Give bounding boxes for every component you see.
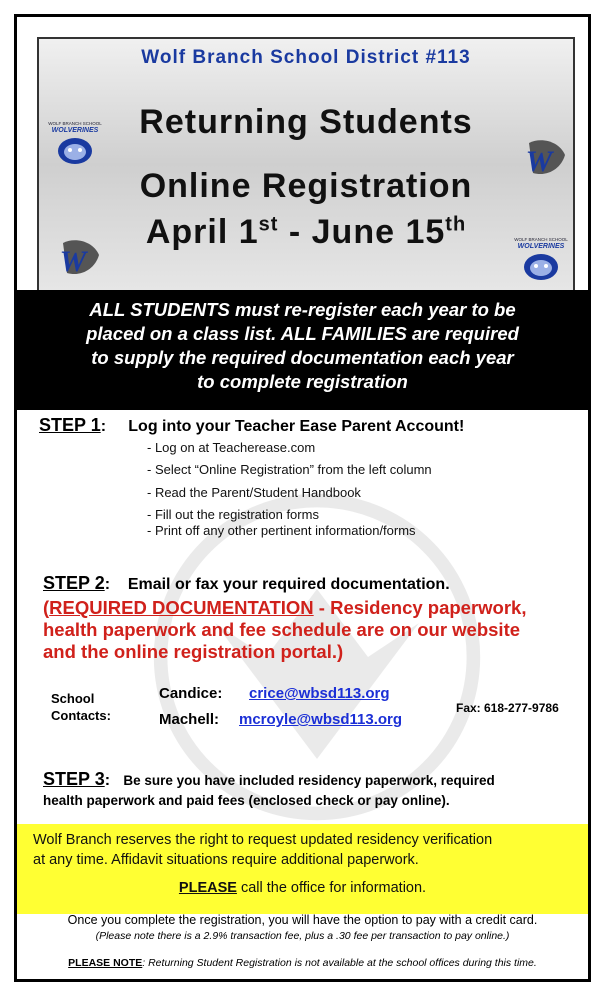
requirement-banner [17,290,588,410]
email-link-candice[interactable]: crice@wbsd113.org [249,685,390,702]
step1-item: - Print off any other pertinent information/forms [147,523,416,538]
date-start-suffix: st [258,213,279,236]
svg-text:W: W [525,145,553,178]
required-documentation [43,597,583,663]
step1-item: - Read the Parent/Student Handbook [147,485,361,500]
please-rest: call the office for information. [236,880,427,896]
title-returning-students: Returning Students [139,103,473,141]
date-end-suffix: th [445,213,467,236]
contact-name-candice: Candice: [159,685,223,702]
footer-note-label: PLEASE NOTE [68,957,143,969]
contacts-label-line2: Contacts: [51,708,111,723]
step3-text-2: health paperwork and paid fees (enclosed check or pay online). [43,793,450,808]
header-panel [37,37,575,292]
residency-notice [17,824,588,914]
step1-item: - Fill out the registration forms [147,507,319,522]
banner-line-1: ALL STUDENTS must re-register each year to be [89,299,516,320]
step1-title: Log into your Teacher Ease Parent Account! [128,418,465,435]
school-contacts-label [51,690,111,724]
svg-text:WOLVERINES: WOLVERINES [51,127,99,134]
step1-item: - Select “Online Registration” from the left column [147,462,432,477]
banner-line-4: to complete registration [197,371,408,392]
title-online-registration: Online Registration [139,167,473,205]
contact-name-machell: Machell: [159,711,220,728]
step1-label: STEP 1 [39,415,101,435]
step3-text-1: Be sure you have included residency paperwork, required [123,773,495,788]
svg-text:WOLF BRANCH SCHOOL: WOLF BRANCH SCHOOL [514,237,568,242]
req-line3: and the online registration portal.) [43,641,344,662]
date-end: - June 15 [278,213,446,251]
step1-item: - Log on at Teacherease.com [147,440,316,455]
req-line1: - Residency paperwork, [313,597,527,618]
req-label: REQUIRED DOCUMENTATION [49,597,314,618]
date-start: April 1 [145,213,259,251]
notice-please [33,878,572,898]
step1-heading: STEP 1: Log into your Teacher Ease Parent Account! [39,415,465,435]
flyer [14,14,591,982]
svg-text:WOLVERINES: WOLVERINES [517,243,565,250]
please-word: PLEASE [178,880,237,896]
req-open-paren: ( [43,597,50,618]
wolverines-logo-icon-2 [511,235,571,283]
fax-number: Fax: 618-277-9786 [456,701,559,715]
step3-block: STEP 3: Be sure you have included residency paperwork, required health paperwork and paid fees (enclosed check or pay online). [43,769,583,811]
req-line2: health paperwork and fee schedule are on our website [43,619,521,640]
step2-label: STEP 2 [43,573,105,593]
footer-note-text: : Returning Student Registration is not available at the school offices during this time. [142,957,537,969]
step2-heading: STEP 2: Email or fax your required documentation. [43,573,450,593]
step3-label: STEP 3 [43,769,105,789]
w-logo-icon [511,135,571,183]
contacts-label-line1: School [51,691,95,706]
payment-info: Once you complete the registration, you will have the option to pay with a credit card. [67,913,538,927]
banner-line-3: to supply the required documentation each year [91,347,514,368]
banner-line-2: placed on a class list. ALL FAMILIES are required [86,323,519,344]
email-link-machell[interactable]: mcroyle@wbsd113.org [239,711,403,728]
payment-fee-note: (Please note there is a 2.9% transaction fee, plus a .30 fee per transaction to pay online.) [95,930,510,942]
w-logo-icon-2 [45,235,105,283]
notice-line-1: Wolf Branch reserves the right to request updated residency verification [33,832,493,848]
step2-title: Email or fax your required documentation. [127,576,450,593]
registration-dates [39,213,573,252]
notice-line-2: at any time. Affidavit situations require additional paperwork. [33,852,419,868]
footer-note [17,957,588,969]
wolverines-logo-icon [45,119,105,167]
svg-text:WOLF BRANCH SCHOOL: WOLF BRANCH SCHOOL [48,121,102,126]
district-name: Wolf Branch School District #113 [141,47,471,68]
svg-text:W: W [59,245,87,278]
